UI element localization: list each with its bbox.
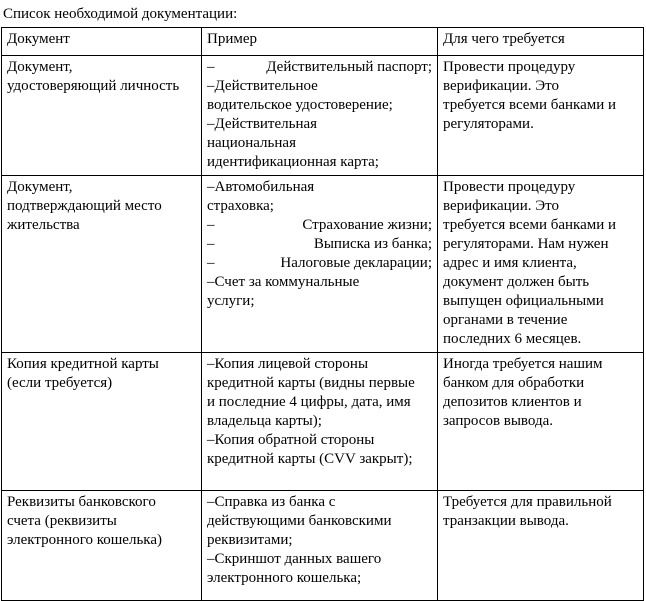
cell-line: последних 6 месяцев. <box>443 331 582 347</box>
example-cell <box>202 56 438 176</box>
document-cell <box>2 176 202 353</box>
purpose-cell <box>438 491 644 601</box>
cell-line: адрес и имя клиента, <box>443 255 577 271</box>
dash-marker: – <box>207 217 215 233</box>
cell-line: –Копия лицевой стороны <box>207 356 369 372</box>
example-cell <box>202 353 438 491</box>
cell-line: требуется всеми банками и <box>443 97 617 113</box>
dash-marker: – <box>207 59 215 75</box>
cell-line: жительства <box>7 217 80 233</box>
table-header-row <box>2 28 644 56</box>
example-item-text: Налоговые декларации; <box>280 255 432 271</box>
cell-line: кредитной карты (CVV закрыт); <box>207 451 413 467</box>
example-item <box>207 254 432 273</box>
cell-line: Реквизиты банковского <box>7 494 156 510</box>
column-header-example: Пример <box>202 28 438 56</box>
cell-line: транзакции вывода. <box>443 513 569 529</box>
cell-line: банком для обработки <box>443 375 585 391</box>
cell-line: регуляторами. <box>443 116 534 132</box>
example-item-text: Выписка из банка; <box>313 236 432 252</box>
example-item <box>207 216 432 235</box>
cell-line: идентификационная карта; <box>207 154 379 170</box>
example-item <box>207 235 432 254</box>
column-header-document: Документ <box>2 28 202 56</box>
documents-table <box>1 27 644 601</box>
cell-line: –Скриншот данных вашего <box>207 551 382 567</box>
document-heading: Список необходимой документации: <box>3 6 238 22</box>
purpose-cell <box>438 56 644 176</box>
cell-line: –Автомобильная <box>207 179 315 195</box>
cell-line: кредитной карты (видны первые <box>207 375 415 391</box>
purpose-cell <box>438 176 644 353</box>
cell-line: документ должен быть <box>443 274 590 290</box>
cell-line: верификации. Это <box>443 198 559 214</box>
cell-line: выпущен официальными <box>443 293 604 309</box>
cell-line: Копия кредитной карты <box>7 356 159 372</box>
cell-line: верификации. Это <box>443 78 559 94</box>
dash-marker: – <box>207 255 215 271</box>
example-cell <box>202 176 438 353</box>
cell-line: –Копия обратной стороны <box>207 432 375 448</box>
table-row <box>2 491 644 601</box>
cell-line: Провести процедуру <box>443 59 576 75</box>
table-row <box>2 353 644 491</box>
cell-line: органами в течение <box>443 312 568 328</box>
purpose-cell <box>438 353 644 491</box>
cell-line: электронного кошелька; <box>207 570 362 586</box>
cell-line: Документ, <box>7 59 73 75</box>
cell-line: –Справка из банка с <box>207 494 336 510</box>
example-item <box>207 58 432 77</box>
cell-line: депозитов клиентов и <box>443 394 582 410</box>
cell-line: –Действительное <box>207 78 318 94</box>
cell-line: Документ, <box>7 179 73 195</box>
cell-line: электронного кошелька) <box>7 532 162 548</box>
cell-line: и последние 4 цифры, дата, имя <box>207 394 411 410</box>
document-cell <box>2 491 202 601</box>
cell-line: Иногда требуется нашим <box>443 356 603 372</box>
example-item-text: Действительный паспорт; <box>266 59 432 75</box>
cell-line: услуги; <box>207 293 255 309</box>
cell-line: регуляторами. Нам нужен <box>443 236 609 252</box>
cell-line: удостоверяющий личность <box>7 78 180 94</box>
cell-line: требуется всеми банками и <box>443 217 617 233</box>
cell-line: реквизитами; <box>207 532 293 548</box>
cell-line: –Действительная <box>207 116 318 132</box>
cell-line: национальная <box>207 135 296 151</box>
column-header-purpose: Для чего требуется <box>438 28 644 56</box>
cell-line: (если требуется) <box>7 375 113 391</box>
table-row <box>2 176 644 353</box>
document-cell <box>2 56 202 176</box>
document-cell <box>2 353 202 491</box>
cell-line: Требуется для правильной <box>443 494 612 510</box>
cell-line: действующими банковскими <box>207 513 392 529</box>
example-item-text: Страхование жизни; <box>302 217 432 233</box>
cell-line: –Счет за коммунальные <box>207 274 360 290</box>
table-row <box>2 56 644 176</box>
cell-line: подтверждающий место <box>7 198 162 214</box>
cell-line: запросов вывода. <box>443 413 554 429</box>
dash-marker: – <box>207 236 215 252</box>
example-cell <box>202 491 438 601</box>
cell-line: счета (реквизиты <box>7 513 117 529</box>
cell-line: водительское удостоверение; <box>207 97 393 113</box>
cell-line: страховка; <box>207 198 274 214</box>
cell-line: Провести процедуру <box>443 179 576 195</box>
cell-line: владельца карты); <box>207 413 322 429</box>
